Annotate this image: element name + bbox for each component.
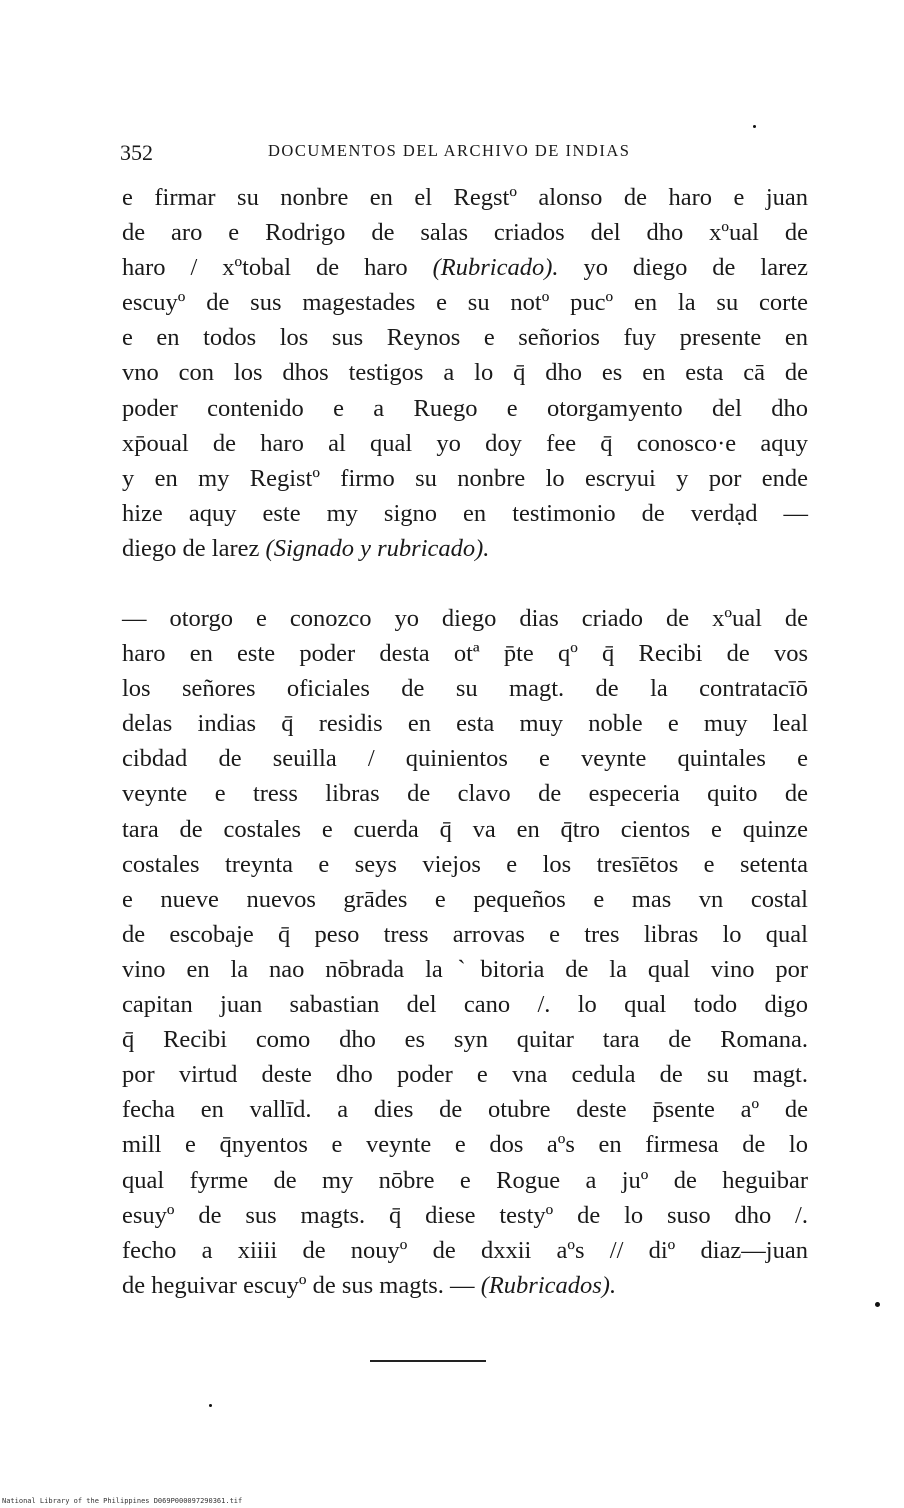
text-line: e firmar su nonbre en el Regstº alonso de haro e juan: [122, 184, 808, 211]
paragraph-1: [122, 180, 808, 566]
text-line: [122, 531, 808, 566]
text-segment: diego de larez: [122, 534, 266, 562]
text-line: capitan juan sabastian del cano /. lo qual todo digo: [122, 991, 808, 1019]
text-line: e nueve nuevos grādes e pequeños e mas vn costal: [122, 885, 808, 913]
scan-footer-note: National Library of the Philippines D069P000097290361.tif: [2, 1497, 243, 1505]
text-line: delas indias q̄ residis en esta muy noble e muy leal: [122, 710, 808, 738]
text-segment: yo diego de larez: [558, 254, 808, 282]
text-line: veynte e tress libras de clavo de especeria quito de: [122, 780, 808, 808]
text-line: — otorgo e conozco yo diego dias criado de xºual de: [122, 605, 808, 632]
text-line: mill e q̄nyentos e veynte e dos aºs en firmesa de lo: [122, 1131, 808, 1159]
text-line: haro en este poder desta otª p̄te qº q̄ Recibi de vos: [122, 640, 808, 668]
italic-annotation: (Signado y rubricado).: [265, 534, 490, 562]
text-line: y en my Registº firmo su nonbre lo escryui y por ende: [122, 464, 808, 492]
scan-speck: [209, 1404, 212, 1407]
text-line: tara de costales e cuerda q̄ va en q̄tro cientos e quinze: [122, 815, 808, 843]
text-line: esuyº de sus magts. q̄ diese testyº de lo suso dho /.: [122, 1201, 808, 1229]
text-line: fecha en vallīd. a dies de otubre deste p̄sente aº de: [122, 1096, 808, 1124]
text-line: poder contenido e a Ruego e otorgamyento del dho: [122, 394, 808, 422]
italic-annotation: (Rubricados).: [480, 1271, 617, 1299]
text-line: [122, 250, 808, 285]
section-divider: [370, 1360, 486, 1362]
page-number: 352: [120, 140, 153, 165]
text-segment: haro / xºtobal de haro: [122, 254, 433, 282]
text-line: de escobaje q̄ peso tress arrovas e tres libras lo qual: [122, 920, 808, 948]
text-line: xp̄oual de haro al qual yo doy fee q̄ conosco·e aquy: [122, 429, 808, 457]
text-line: cibdad de seuilla / quinientos e veynte quintales e: [122, 745, 808, 773]
text-line: [122, 1268, 808, 1303]
text-line: q̄ Recibi como dho es syn quitar tara de Romana.: [122, 1026, 808, 1054]
italic-annotation: (Rubricado).: [432, 254, 559, 282]
text-line: qual fyrme de my nōbre e Rogue a juº de heguibar: [122, 1166, 808, 1194]
text-line: costales treynta e seys viejos e los tresīētos e setenta: [122, 850, 808, 878]
text-segment: de heguivar escuyº de sus magts. —: [122, 1271, 481, 1299]
text-line: los señores oficiales de su magt. de la contratacīō: [122, 675, 808, 703]
text-line: escuyº de sus magestades e su notº pucº en la su corte: [122, 289, 808, 317]
running-head: DOCUMENTOS DEL ARCHIVO DE INDIAS: [268, 141, 631, 160]
text-line: de aro e Rodrigo de salas criados del dho xºual de: [122, 219, 808, 247]
text-line: e en todos los sus Reynos e señorios fuy presente en: [122, 324, 808, 352]
text-line: por virtud deste dho poder e vna cedula de su magt.: [122, 1061, 808, 1089]
text-line: hize aquy este my signo en testimonio de verdạd —: [122, 499, 808, 527]
text-line: vno con los dhos testigos a lo q̄ dho es en esta cā de: [122, 359, 808, 387]
text-line: vino en la nao nōbrada laˋbitoria de la qual vino por: [122, 955, 808, 983]
scan-speck: [875, 1302, 880, 1307]
text-line: fecho a xiiii de nouyº de dxxii aºs // diº diaz—juan: [122, 1236, 808, 1264]
scan-speck: [753, 125, 756, 128]
paragraph-2: [122, 601, 808, 1303]
